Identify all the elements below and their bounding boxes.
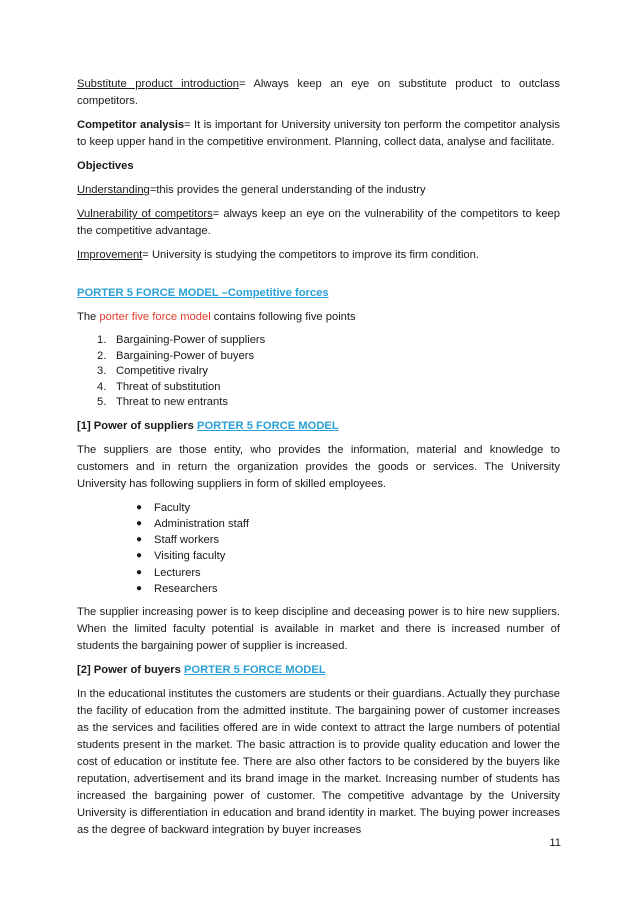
page-number: 11 [549, 837, 561, 849]
porter-heading-link[interactable]: PORTER 5 FORCE MODEL –Competitive forces [77, 287, 329, 299]
page-content [77, 76, 560, 846]
list-item [77, 395, 560, 411]
list-item [77, 565, 560, 581]
buyers-heading [77, 662, 560, 679]
porter-intro-after: contains following five points [210, 311, 356, 323]
list-item-text: Researchers [154, 582, 218, 595]
list-item-text: Bargaining-Power of suppliers [116, 334, 266, 346]
bullet-icon: ● [136, 550, 143, 562]
list-item-text: Administration staff [154, 517, 249, 530]
understanding-term: Understanding [77, 184, 150, 196]
list-item-text: Bargaining-Power of buyers [116, 349, 255, 362]
competitor-analysis-paragraph [77, 117, 560, 151]
suppliers-paragraph-1: The suppliers are those entity, who provides the information, material and knowledge to customers and in return the organization provides the goods or services. The University University has following suppliers in form of skilled employees. [77, 443, 560, 490]
competitor-analysis-term: Competitor analysis [77, 119, 185, 131]
spacer [77, 271, 560, 285]
buyers-paragraph: In the educational institutes the customers are students or their guardians. Actually they purchase the facility of education from the admitted institute. The bargaining power of customer increases as the services and facilities offered are in wide context to attract the large numbers of potential students present in the market. The basic attraction is to provide quality education and lower the cost of education or institute fee. There are also other factors to be considered by the buyers like reputation, advertisement and its brand image in the market. Increasing number of students has increased the bargaining power of customer. The competitive advantage by the University University is differentiation in education and brand identity in market. The buying power increases as the degree of backward integration by buyer increases [77, 688, 560, 837]
bullet-icon: ● [136, 501, 143, 513]
list-item [77, 349, 560, 365]
suppliers-heading-link[interactable]: PORTER 5 FORCE MODEL [196, 419, 339, 432]
list-item [77, 333, 560, 349]
bullet-icon: ● [136, 566, 143, 578]
list-number: 2. [97, 349, 107, 362]
porter-intro [77, 309, 560, 326]
list-number: 3. [97, 365, 107, 377]
substitute-term: Substitute product introduction [77, 78, 239, 90]
improvement-text: = University is studying the competitors to improve its firm condition. [142, 249, 479, 261]
porter-heading [77, 285, 560, 302]
competitor-analysis-text: = It is important for University university ton perform the competitor analysis to keep upper hand in the competitive environment. Planning, collect data, analyse and facilitate. [77, 119, 560, 148]
list-item-text: Visiting faculty [154, 550, 226, 563]
improvement-term: Improvement [77, 249, 143, 261]
objectives-heading: Objectives [77, 160, 134, 172]
suppliers-paragraph-2: The supplier increasing power is to keep discipline and deceasing power is to hire new suppliers. When the limited faculty potential is available in market and there is increased number of students the bargaining power of supplier is increased. [77, 606, 560, 653]
substitute-paragraph [77, 76, 560, 110]
list-item-text: Faculty [154, 501, 191, 514]
list-item-text: Staff workers [154, 534, 220, 547]
improvement-paragraph [77, 247, 560, 264]
list-item-text: Threat to new entrants [116, 396, 228, 408]
list-item-text: Competitive rivalry [116, 365, 209, 377]
list-number: 5. [97, 396, 107, 408]
vulnerability-paragraph [77, 206, 560, 240]
buyers-heading-text: [2] Power of buyers [77, 664, 184, 677]
porter-intro-before: The [77, 311, 100, 323]
suppliers-bullet-list [77, 500, 560, 598]
list-item-text: Lecturers [154, 566, 201, 579]
vulnerability-text: = always keep an eye on the vulnerability of the competitors to keep the competitive advantage. [77, 208, 560, 237]
list-item [77, 380, 560, 396]
list-item [77, 516, 560, 532]
porter-intro-highlight: porter five force model [99, 311, 211, 323]
list-number: 1. [97, 334, 107, 346]
list-item [77, 532, 560, 548]
bullet-icon: ● [136, 534, 143, 546]
bullet-icon: ● [136, 582, 143, 594]
suppliers-heading-text: [1] Power of suppliers [77, 419, 197, 432]
understanding-text: =this provides the general understanding of the industry [149, 184, 426, 196]
list-item [77, 548, 560, 564]
list-number: 4. [97, 380, 107, 393]
list-item-text: Threat of substitution [116, 380, 221, 393]
list-item [77, 581, 560, 597]
buyers-heading-link[interactable]: PORTER 5 FORCE MODEL [183, 664, 326, 677]
list-item [77, 364, 560, 380]
substitute-text: = Always keep an eye on substitute product to outclass competitors. [77, 78, 560, 107]
bullet-icon: ● [136, 517, 143, 529]
suppliers-heading [77, 418, 560, 435]
list-item [77, 500, 560, 516]
porter-points-list [77, 333, 560, 411]
vulnerability-term: Vulnerability of competitors [77, 208, 213, 220]
understanding-paragraph [77, 182, 560, 199]
